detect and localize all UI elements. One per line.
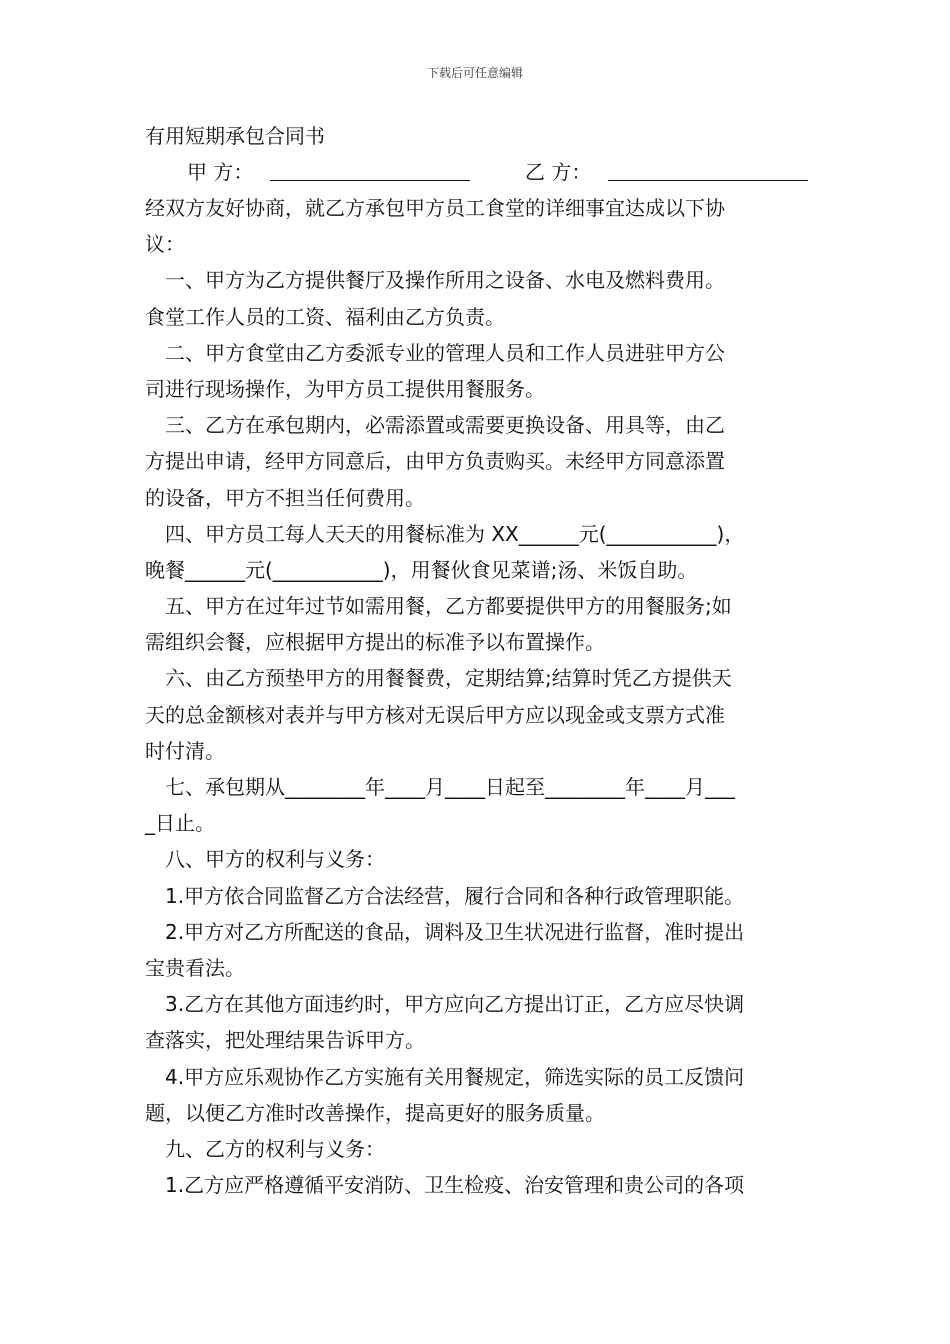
party-line [145,154,815,190]
contract-line: _日止。 [145,811,215,836]
contract-line: 司进行现场操作，为甲方员工提供用餐服务。 [145,376,545,401]
contract-line: 五、甲方在过年过节如需用餐，乙方都要提供甲方的用餐服务;如 [165,594,732,619]
contract-line: 方提出申请，经甲方同意后，由甲方负责购买。未经甲方同意添置 [145,449,725,474]
contract-line: 需组织会餐，应根据甲方提出的标准予以布置操作。 [145,630,605,655]
contract-document [145,118,815,1203]
page-header-note: 下载后可任意编辑 [426,66,523,80]
contract-line: 天的总金额核对表并与甲方核对无误后甲方应以现金或支票方式准 [145,702,725,727]
contract-line: 题，以便乙方准时改善操作，提高更好的服务质量。 [145,1100,605,1125]
party-a-blank [270,160,470,181]
party-b [525,154,808,190]
contract-line: 一、甲方为乙方提供餐厅及操作所用之设备、水电及燃料费用。 [165,268,725,293]
contract-line: 六、由乙方预垫甲方的用餐餐费，定期结算;结算时凭乙方提供天 [165,666,732,691]
contract-line: 1.乙方应严格遵循平安消防、卫生检疫、治安管理和贵公司的各项 [165,1173,745,1198]
party-b-label: 乙 方： [525,160,592,184]
contract-line: 二、甲方食堂由乙方委派专业的管理人员和工作人员进驻甲方公 [165,340,725,365]
contract-line: 宝贵看法。 [145,955,245,980]
contract-line: 2.甲方对乙方所配送的食品，调料及卫生状况进行监督，准时提出 [165,919,745,944]
contract-line: 食堂工作人员的工资、福利由乙方负责。 [145,304,505,329]
party-a [187,154,470,190]
contract-line: 四、甲方员工每人天天的用餐标准为 XX______元(___________)， [165,521,745,546]
contract-line: 的设备，甲方不担当任何费用。 [145,485,425,510]
contract-line: 七、承包期从________年____月____日起至________年____月___ [165,775,735,799]
party-b-blank [608,160,808,181]
document-title: 有用短期承包合同书 [145,124,325,148]
contract-line: 经双方友好协商，就乙方承包甲方员工食堂的详细事宜达成以下协 [145,196,725,220]
contract-line: 八、甲方的权利与义务： [165,847,385,872]
contract-line: 晚餐______元(___________)，用餐伙食见菜谱;汤、米饭自助。 [145,557,698,582]
contract-line: 1.甲方依合同监督乙方合法经营，履行合同和各种行政管理职能。 [165,883,745,908]
contract-line: 九、乙方的权利与义务： [165,1136,385,1161]
contract-line: 三、乙方在承包期内，必需添置或需要更换设备、用具等，由乙 [165,413,725,438]
contract-line: 查落实，把处理结果告诉甲方。 [145,1028,425,1053]
contract-line: 3.乙方在其他方面违约时，甲方应向乙方提出订正，乙方应尽快调 [165,992,745,1017]
party-a-label: 甲 方： [187,160,254,184]
contract-body [145,190,815,1203]
contract-line: 4.甲方应乐观协作乙方实施有关用餐规定，筛选实际的员工反馈问 [165,1064,745,1089]
contract-line: 时付清。 [145,738,225,763]
contract-line: 议： [145,232,185,257]
